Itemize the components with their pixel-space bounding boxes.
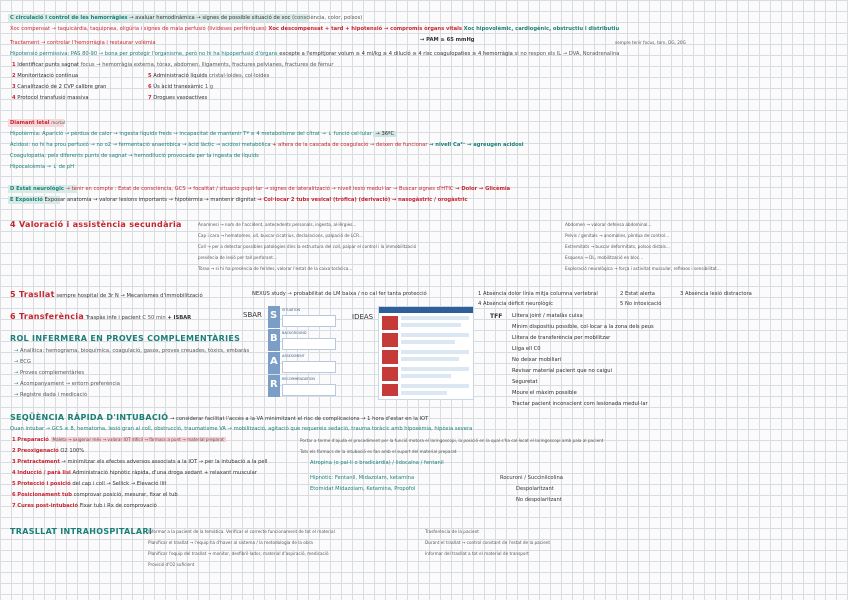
sri-step-4: Inducció / parà lisi (17, 470, 71, 476)
sri-title: SEQÜÈNCIA RÀPIDA D'INTUBACIÓ (10, 413, 169, 422)
rol-item-4: Acompanyament → entorn preferència (20, 381, 120, 387)
diamant-title: Diamant letal (10, 120, 50, 126)
sbar-r: RECOMMENDATION (282, 377, 315, 381)
shock-types: Xoc hipovolèmic, cardiogènic, obstructiu i distributiu (463, 26, 620, 32)
tff-item-4: Lliga ell C0 (512, 346, 541, 352)
rol-item-2: ECG (20, 359, 31, 365)
nexus-study: NEXUS study → probabilitat de LM baixa / no cal fer tanta protecció (252, 291, 427, 297)
sec4-left-4: presència de lesió per tall perforant... (198, 255, 277, 260)
volume-risk: excepte a l'empitjorar volum ≥ 4 ml/kg ≥ 4 dilució ≥ 4 risc coagulopaties ≥ 4 hemorràgia (279, 51, 513, 57)
hypothermia-temp: → 36ºC (375, 131, 395, 137)
acidosis-line: Acidosi: no hi ha prou perfusió → no o2 → fermentació anaeròbica → àcid làctic → acidosi metabòlica (10, 142, 271, 148)
rol-item-5: Registre dada i medicació (20, 392, 88, 398)
section-e-tail: → Col·locar 2 tubs vesical (tròfica) (derivació) → nasogàstric / orogàstric (257, 197, 468, 203)
section-4-title: 4 Valoració i assistència secundària (10, 220, 182, 229)
pam-target: → PAM ≥ 65 mmHg (420, 37, 475, 43)
section-6-time: C 50 min (142, 315, 166, 321)
diamant-sub: mortal (51, 120, 65, 125)
sri-step-2: Preoxigenació (17, 448, 59, 454)
sec4-right-2: Pelvis / genitals → anomalies, pèrdua de control... (565, 233, 670, 238)
intra-c2-2: Durant el trasllat → control constant de l'estat de la pacient (425, 540, 551, 545)
sec4-right-1: Abdomen → valorar defensa abdominal... (565, 222, 652, 227)
c-item-1: Identificar punts sagnat (17, 62, 80, 68)
section-c-title: C circulació i control de les hemorràgies (10, 15, 128, 21)
section-5-text: sempre hospital de 3r N → Mecanismes d'immobilització (56, 293, 203, 299)
tff-item-6: Revisar material pacient que no caigui (512, 368, 612, 374)
section-c-arrow: → avaluar hemodinàmica → signes de possible situació de xoc (129, 15, 291, 21)
sbar-b: BACKGROUND (282, 331, 307, 335)
intra-c1-4: Provisió d'O2 suficient (148, 562, 195, 567)
section-c-paren: (consciència, color, polsos) (292, 15, 363, 21)
section-d-title: D Estat neurològic (10, 186, 64, 192)
dva-note: si no respon els IL → DVA, Noradrenalina (514, 51, 620, 57)
tff-item-5: No deixar mobiliari (512, 357, 562, 363)
coagulopathy-line: Coagulopatia: pels diferents punts de sagnat → hemodilució provocada per la ingesta de líquids (10, 153, 259, 159)
sec4-right-4: Esquena → DL, mobilització en bloc... (565, 255, 644, 260)
nexus-rule-5: 5 No intoxicació (620, 301, 662, 307)
treatment-note: sempre tenir focus, torn, DG, 20G (615, 40, 686, 45)
acidosis-coag: + altera de la cascada de coagulació → deixen de funcionar (272, 142, 428, 148)
sri-sedation: Etomidat Midazolam, Ketamina, Propofol (310, 486, 416, 492)
sri-right-1: Portar a terme d'ajuda el procediment per la funció motora el laringoscopi, la posició en la qual s'ha col·locat el laringoscopi amb pala al pacient (300, 438, 604, 443)
intrahospital-title: TRASLLAT INTRAHOSPITALARI (10, 527, 153, 536)
sri-step-5: Protecció i posició (17, 481, 71, 487)
intra-c1-3: Planificar l'equip del trasllat → monitor, desfibril·lador, material d'aspiració, medicació (148, 551, 329, 556)
tff-item-3: Llitera de transferència per mobilitzar (512, 335, 611, 341)
ideas-title: IDEAS (352, 313, 374, 321)
sri-step-6: Posicionament tub (17, 492, 72, 498)
sri-relaxant: Rocuroni / Succinilcolina (500, 475, 563, 481)
tff-item-7: Seguretat (512, 379, 538, 385)
sbar-a: ASSESSMENT (282, 354, 305, 358)
sri-depol: Despolaritzant (516, 486, 554, 492)
intra-c1-1: Informar a la pacient de la temàtica. Verificar el correcte funcionament de tot el material (148, 529, 335, 534)
nexus-rule-2: 2 Estat alerta (620, 291, 655, 297)
section-d-text: → tenir en compte : Estat de consciència, GCS → focalitat / situació pupil·lar → signes de lateralització → nivell lesió medul·lar → Buscar signes d'HTIC (65, 186, 454, 192)
c-item-5: Administració líquids (153, 73, 208, 79)
c-item-3: Canalització de 2 CVP calibre gran (17, 84, 107, 90)
shock-compensated: Xoc compensat → taquicàrdia, taquipnea, oligúria i signes de mala perfusió (livideses perifèriques) (10, 26, 267, 32)
sri-right-2: Tots els fàrmacs de la intubació es fan amb el suport del material preparat (300, 449, 457, 454)
sbar-s: SITUATION (282, 308, 301, 312)
section-e-title: E Exposició (10, 197, 43, 203)
sbar-graphic: S B A R SITUATION BACKGROUND ASSESSMENT RECOMMENDATION (268, 306, 338, 398)
section-6-text: Traspàs infe i pacient (85, 315, 141, 321)
tff-item-9: Tractar pacient inconscient com lesionada medul·lar (512, 401, 648, 407)
rol-item-1: Analítica: hemograma, bioquímica, coagulació, gasos, proves creuades, tòxics, embaràs (20, 348, 250, 354)
sec4-left-2: Cap i cara → hematomes, ull, buscar cicatrius, declaracions, palpació de LCR... (198, 233, 363, 238)
sri-step-7: Cures post-intubació (17, 503, 79, 509)
sri-atropina: Atropina (o pal·li o bradicàrdia) / lidocaïna / fentanil (310, 460, 444, 466)
treatment-line: Tractament → controlar l'hemorràgia i restaurar volèmia (10, 40, 156, 46)
sec4-left-1: Anamnesi → nom de l'accident, antecedents personals, ingesta, al·lèrgies... (198, 222, 357, 227)
tff-item-1: Llitera joint / matalàs cuixa (512, 313, 583, 319)
c-item-4: Protocol transfusió massiva (17, 95, 89, 101)
sec4-right-3: Extremitats → buscar deformitats, polsos distals... (565, 244, 670, 249)
shock-decompensated: Xoc descompensat + tard + hipotensió → compromís òrgans vitals (268, 26, 463, 32)
sbar-title: SBAR (243, 311, 262, 319)
acidosis-calcium: → nivell Ca²⁺ → agreugen acidosi (429, 142, 524, 148)
sec4-right-5: Exploració neurològica → força i activitat muscular, reflexos i sensibilitat... (565, 266, 721, 271)
section-6-isbar: + ISBAR (167, 315, 192, 321)
intra-c2-3: Informar del trasllat a tot el material de transport (425, 551, 529, 556)
c-item-2: Monitorització contínua (17, 73, 79, 79)
intra-c2-1: Trasferència de la pacient (425, 529, 479, 534)
sec4-left-3: Coll → per a detectar possibles patologies dins la estructura del coll, palpar el control i la immobilització (198, 244, 417, 249)
tff-title: TFF (490, 313, 503, 320)
sri-inducer: Hipnòtic: Fentanil, Midazolam, ketamina (310, 475, 415, 481)
nexus-rule-1: 1 Absència dolor línia mitja columna vertebral (478, 291, 598, 297)
c-item-7: Drogues vasoactives (153, 95, 208, 101)
sri-step-3: Pretractament (17, 459, 60, 465)
section-5-title: 5 Trasllat (10, 290, 55, 299)
rol-title: ROL INFERMERA EN PROVES COMPLEMENTÀRIES (10, 334, 241, 343)
sec4-left-5: Tòrax → si hi ha presència de ferides, valorar l'estat de la caixa toràcica... (198, 266, 353, 271)
section-6-title: 6 Transferència (10, 312, 85, 321)
c-item-6: Ús àcid tranexàmic (153, 84, 204, 90)
hypothermia-line: Hipotèrmia: Aparició → pèrdua de calor → ingesta líquids freds → incapacitat de mantenir Tª ≥ 4 metabolisme del cítrat → ↓ funció cel·lular (10, 131, 372, 137)
ideas-table-graphic (378, 306, 474, 400)
sri-step-1: Preparació (17, 437, 49, 443)
nexus-rule-4: 4 Absència dèficit neurològic (478, 301, 553, 307)
hypocalcemia-line: Hipocalcèmia → ↓ de pH (10, 164, 74, 170)
intra-c1-2: Planificar el trasllat → l'equip ha d'haver al sistema / la metodologia de la obra (148, 540, 313, 545)
nexus-rule-3: 3 Absència lesió distractora (680, 291, 752, 297)
sri-nondepol: No despolaritzant (516, 497, 562, 503)
tff-item-2: Mínim dispositiu possible, col·locar a la zona dels peus (512, 324, 654, 330)
section-e-text: Exposar anatomia → valorar lesions importants → hipotèrmia → mantenir dignitat (44, 197, 256, 203)
tff-item-8: Moure el màxim possible (512, 390, 577, 396)
sri-sub: → considerar facilitat l'accés a la VA minimitzant el risc de complicacions → 1 hora d'estar en la IOT (170, 416, 429, 422)
permissive-hypotension: Hipotensió permissiva: PAS 80-90 → bona per protegir l'organisme, però no hi ha hipoperfusió d'òrgans (10, 51, 278, 57)
rol-item-3: Proves complementàries (20, 370, 85, 376)
section-d-tail: → Dolor → Glicèmia (455, 186, 511, 192)
sri-when: Quan intubar → GCS ≤ 8, hematoma, lesió gran al coll, obstrucció, traumatisme VA → mobilització, agitació que requereix sedació, trauma toràcic amb hipoxèmia, hipòxia severa (10, 426, 473, 432)
